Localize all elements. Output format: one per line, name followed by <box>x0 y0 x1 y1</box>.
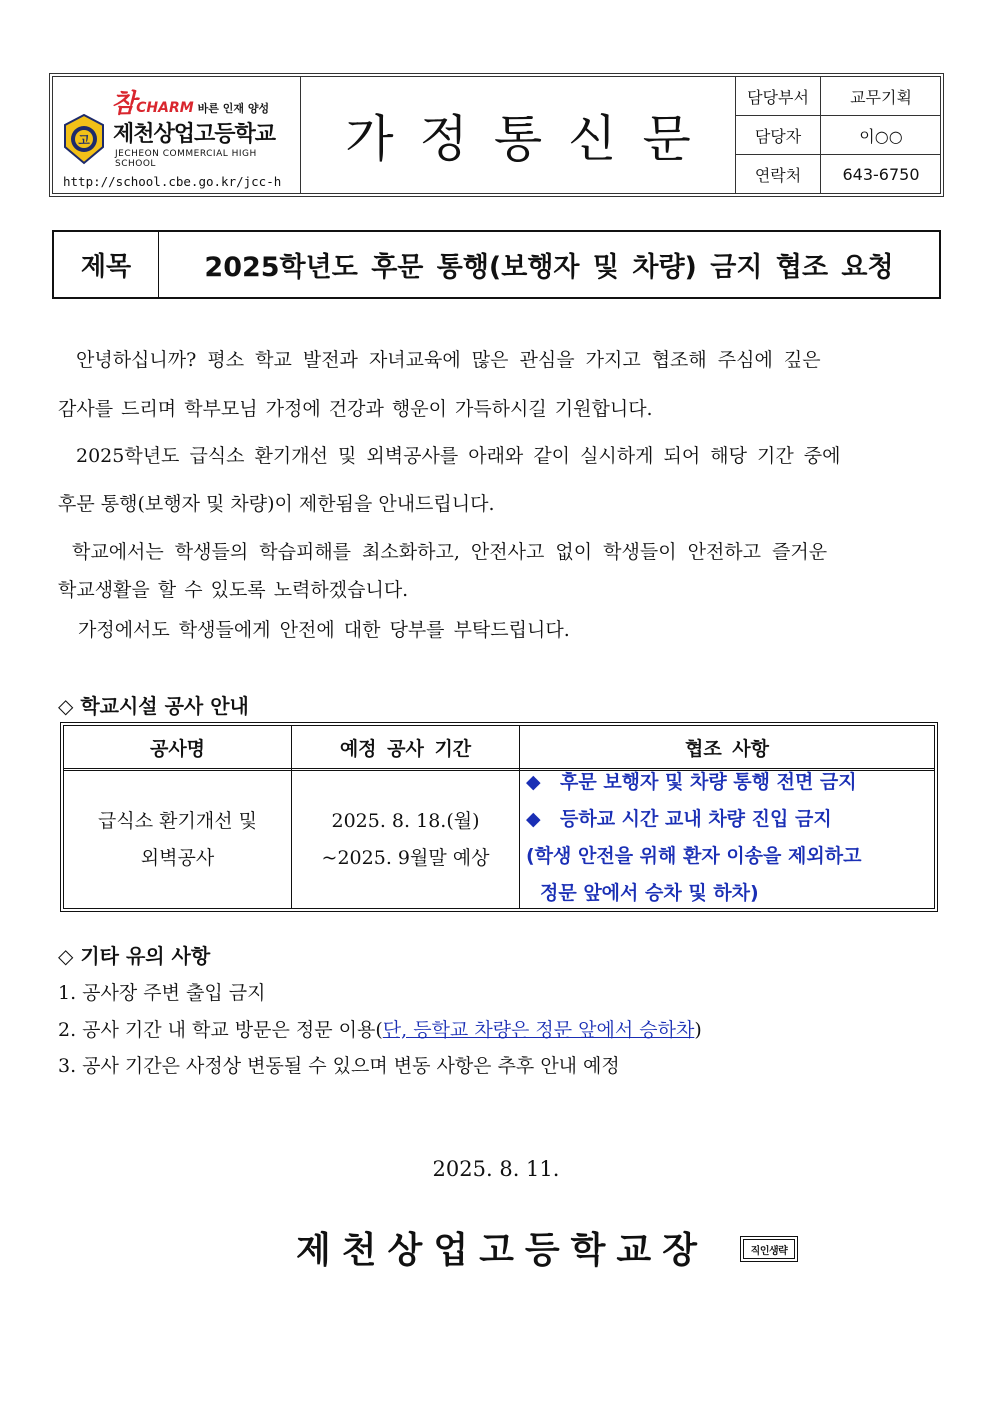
body-paragraph-line: 후문 통행(보행자 및 차량)이 제한됨을 안내드립니다. <box>58 493 495 515</box>
column-header-name: 공사명 <box>149 737 206 760</box>
subject-label: 제목 <box>54 232 159 297</box>
note-extra-line: 정문 앞에서 승차 및 하차) <box>540 882 759 904</box>
section-title-notes: ◇ 기타 유의 사항 <box>58 944 211 968</box>
subject-text: 2025학년도 후문 통행(보행자 및 차량) 금지 협조 요청 <box>204 252 894 283</box>
list-item: 1. 공사장 주변 출입 금지 <box>58 982 266 1004</box>
construction-table <box>63 725 935 909</box>
info-label: 연락처 <box>736 155 821 193</box>
list-item <box>58 1015 702 1042</box>
note-text: 후문 보행자 및 차량 통행 전면 금지 <box>560 771 857 793</box>
contact-info-table <box>735 77 941 193</box>
note-item <box>526 764 934 801</box>
info-value: 교무기획 <box>850 87 912 107</box>
school-url-link[interactable]: http://school.cbe.go.kr/jcc-h <box>63 174 282 189</box>
charm-word: CHARM <box>136 100 194 116</box>
slogan-text: 바른 인재 양성 <box>197 102 270 115</box>
list-item: 3. 공사 기간은 사정상 변동될 수 있으며 변동 사항은 추후 안내 예정 <box>58 1055 620 1077</box>
cell-cooperation-notes <box>526 764 934 912</box>
info-value: 이○○ <box>859 126 903 146</box>
column-header-cooperation: 협조 사항 <box>684 737 770 760</box>
school-logo-block <box>53 77 301 193</box>
body-paragraph-line: 안녕하십니까? 평소 학교 발전과 자녀교육에 많은 관심을 가지고 협조해 주심에 깊은 <box>76 349 821 371</box>
cell-line: ~2025. 9월말 예상 <box>321 847 490 869</box>
cell-line: 외벽공사 <box>140 847 215 869</box>
body-paragraph-line: 학교생활을 할 수 있도록 노력하겠습니다. <box>58 579 409 601</box>
note-extra-line: (학생 안전을 위해 환자 이송을 제외하고 <box>526 845 862 867</box>
cell-line: 급식소 환기개선 및 <box>98 810 257 832</box>
cell-construction-period <box>292 772 519 908</box>
diamond-bullet-icon: ◆ <box>526 771 541 793</box>
body-paragraph-line: 감사를 드리며 학부모님 가정에 건강과 행운이 가득하시길 기원합니다. <box>58 398 653 420</box>
cell-construction-name <box>64 772 291 908</box>
list-item-text: 2. 공사 기간 내 학교 방문은 정문 이용( <box>58 1019 383 1041</box>
info-value: 643-6750 <box>842 164 920 184</box>
header-table <box>52 76 941 194</box>
body-paragraph-line: 가정에서도 학생들에게 안전에 대한 당부를 부탁드립니다. <box>78 619 570 641</box>
cham-mark: 참 <box>111 89 137 119</box>
charm-slogan <box>111 83 269 120</box>
note-text: 등하교 시간 교내 차량 진입 금지 <box>560 808 832 830</box>
document-title: 가정통신문 <box>345 110 717 168</box>
school-name-en: JECHEON COMMERCIAL HIGH SCHOOL <box>115 149 257 169</box>
section-title-construction: ◇ 학교시설 공사 안내 <box>58 694 249 718</box>
seal-omitted-stamp: 직인생략 <box>740 1236 798 1262</box>
note-item <box>526 801 934 838</box>
info-row-contact <box>736 155 941 193</box>
school-name: 제천상업고등학교 <box>113 122 276 147</box>
info-row-person <box>736 116 941 155</box>
school-emblem-icon <box>61 113 107 165</box>
info-label: 담당부서 <box>736 77 821 115</box>
list-item-text: ) <box>694 1019 702 1041</box>
column-header-period: 예정 공사 기간 <box>339 737 472 760</box>
info-row-department <box>736 77 941 116</box>
diamond-bullet-icon: ◆ <box>526 808 541 830</box>
body-paragraph-line: 2025학년도 급식소 환기개선 및 외벽공사를 아래와 같이 실시하게 되어 해당 기간 중에 <box>76 445 841 467</box>
emblem-text: 고 <box>78 133 90 147</box>
cell-line: 2025. 8. 18.(월) <box>331 810 480 832</box>
list-item-highlight: 단, 등학교 차량은 정문 앞에서 승하차 <box>382 1019 695 1041</box>
principal-signature: 제천상업고등학교장 <box>296 1229 708 1271</box>
subject-box <box>52 230 941 299</box>
document-date: 2025. 8. 11. <box>432 1157 560 1181</box>
info-label: 담당자 <box>736 116 821 154</box>
body-paragraph-line: 학교에서는 학생들의 학습피해를 최소화하고, 안전사고 없이 학생들이 안전하고 즐거운 <box>72 541 828 563</box>
